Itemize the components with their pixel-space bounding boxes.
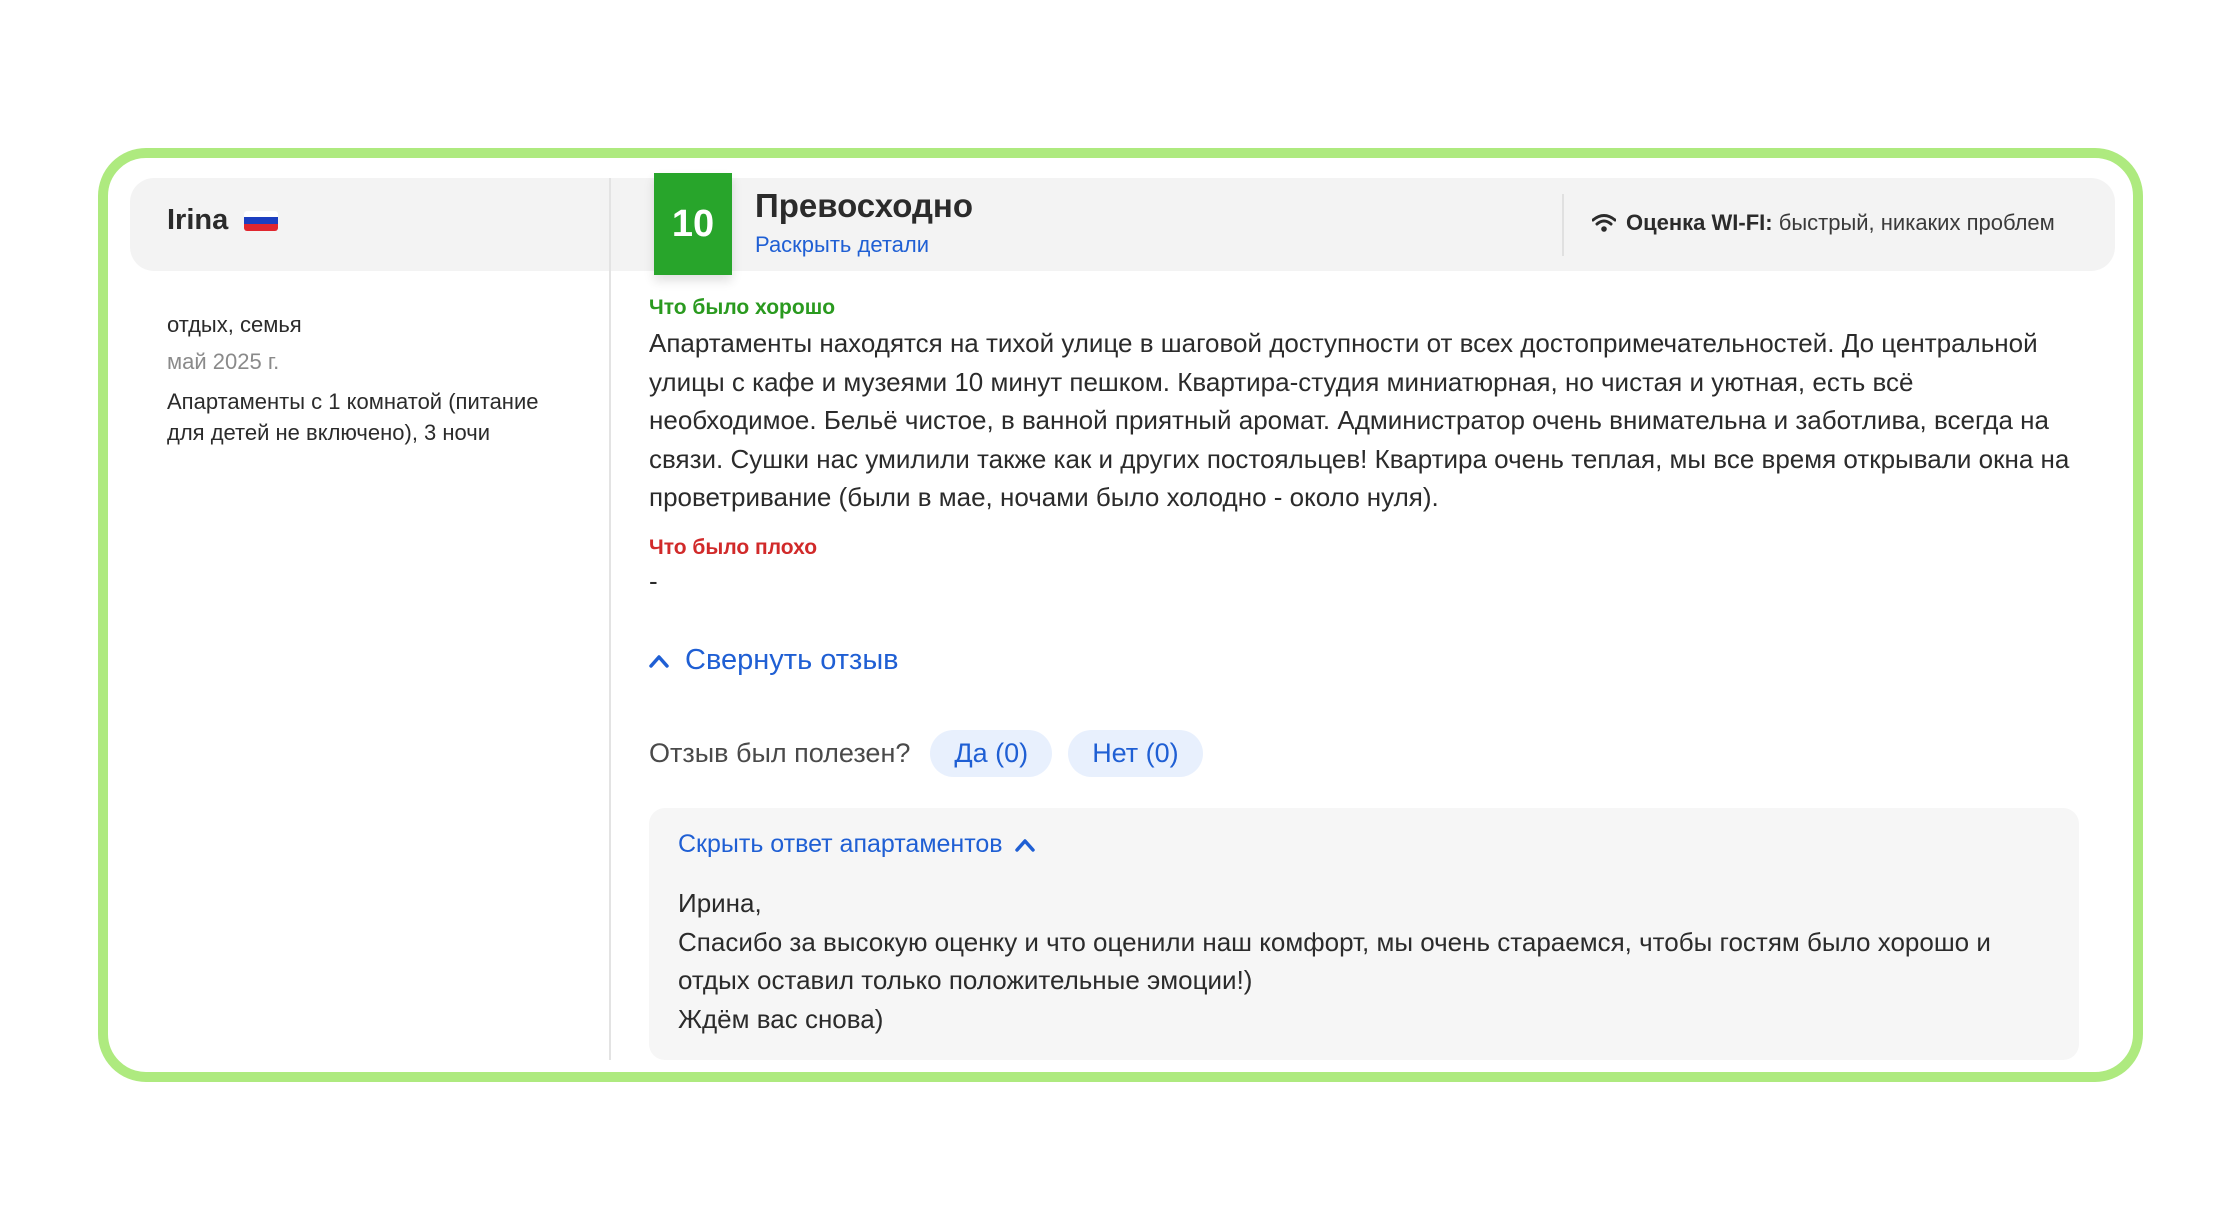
header-divider	[1562, 194, 1564, 256]
room-info: Апартаменты с 1 комнатой (питание для детей не включено), 3 ночи	[167, 389, 539, 445]
good-section-label: Что было хорошо	[649, 296, 836, 319]
score-badge: 10	[654, 173, 732, 275]
review-card	[130, 178, 2115, 1060]
reviewer-name-text: Irina	[167, 204, 229, 236]
property-reply	[649, 808, 2079, 1060]
reviewer-name	[167, 204, 278, 237]
rating-label: Превосходно	[755, 187, 974, 224]
helpful-question: Отзыв был полезен?	[649, 738, 911, 768]
reply-line: Ждём вас снова)	[678, 1003, 884, 1034]
good-review-text: Апартаменты находятся на тихой улице в шаговой доступности от всех достопримечательностей. До центральной улицы с кафе и музеями 10 минут пешком. Квартира-студия миниатюрная, но чистая и уютная, есть всё необходимое. Бельё чистое, в ванной приятный аромат. Администратор очень внимательна и заботлива, всегда на связи. Сушки нас умилили также как и других постояльцев! Квартира очень теплая, мы все время открывали окна на проветривание (были в мае, ночами было холодно - около нуля).	[649, 328, 2070, 512]
review-date: май 2025 г.	[167, 349, 280, 374]
expand-details-link[interactable]: Раскрыть детали	[755, 232, 930, 257]
helpful-section	[649, 730, 1203, 777]
collapse-review-label: Свернуть отзыв	[685, 644, 899, 676]
wifi-label: Оценка WI-FI:	[1626, 210, 1773, 235]
wifi-icon	[1592, 213, 1616, 233]
chevron-up-icon	[1015, 838, 1035, 852]
trip-type: отдых, семья	[167, 312, 302, 337]
wifi-value: быстрый, никаких проблем	[1772, 210, 2055, 235]
russia-flag-icon	[244, 211, 278, 231]
reply-line: Ирина,	[678, 888, 762, 918]
helpful-no-button[interactable]: Нет (0)	[1068, 730, 1202, 777]
wifi-rating	[1592, 210, 2055, 236]
bad-section-label: Что было плохо	[649, 536, 818, 559]
reply-text	[678, 884, 2058, 1038]
bad-review-text: -	[649, 566, 658, 596]
wifi-rating-text	[1626, 210, 2055, 236]
hide-reply-button[interactable]	[678, 830, 1035, 859]
helpful-yes-button[interactable]: Да (0)	[930, 730, 1052, 777]
hide-reply-label: Скрыть ответ апартаментов	[678, 830, 1003, 858]
reply-line: Спасибо за высокую оценку и что оценили наш комфорт, мы очень стараемся, чтобы гостям было хорошо и отдых оставил только положительные эмоции!)	[678, 926, 1991, 995]
chevron-up-icon	[649, 654, 669, 668]
collapse-review-button[interactable]	[649, 644, 899, 677]
column-divider	[609, 178, 611, 1060]
